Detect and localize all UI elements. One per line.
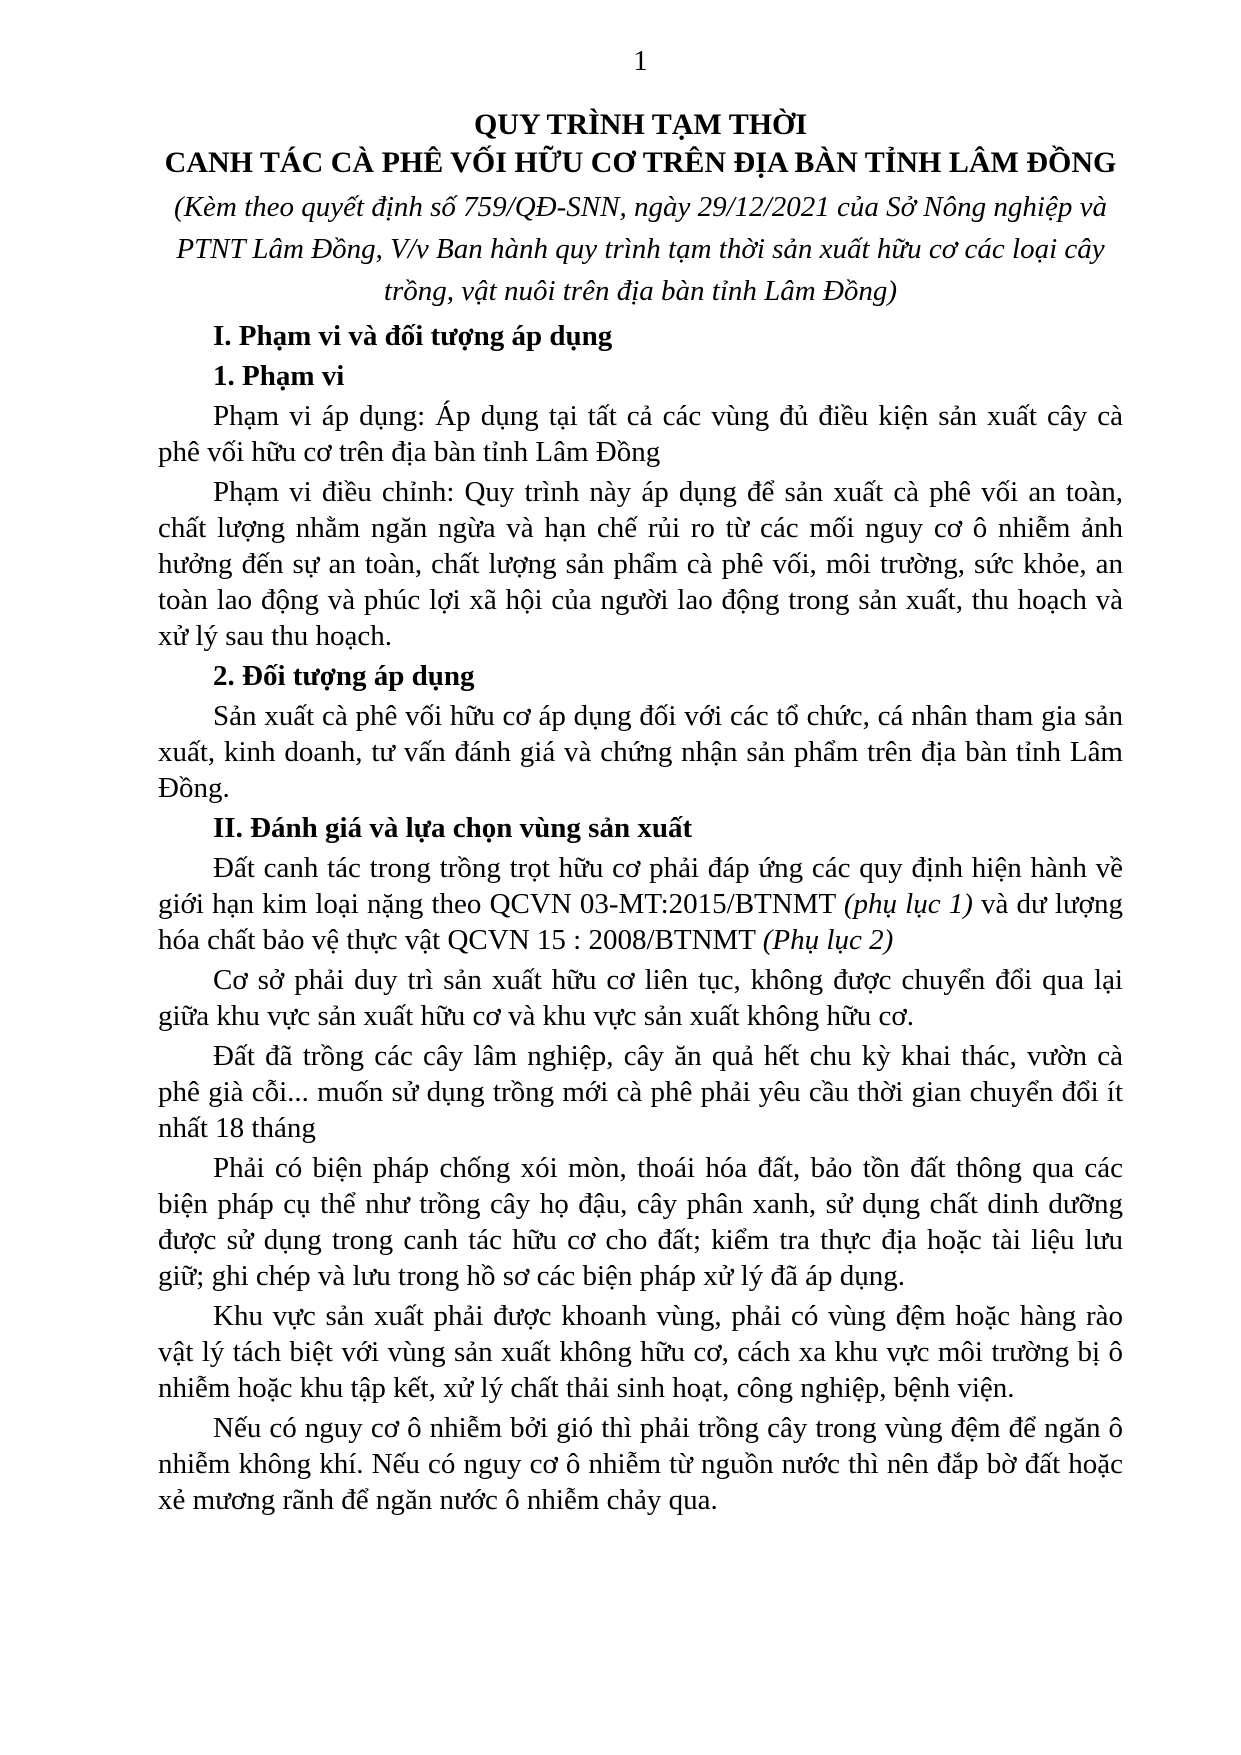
body-paragraph: Phải có biện pháp chống xói mòn, thoái hóa đất, bảo tồn đất thông qua các biện pháp cụ thể như trồng cây họ đậu, cây phân xanh, sử dụng chất dinh dưỡng được sử dụng trong canh tác hữu cơ cho đất; kiểm tra thực địa hoặc tài liệu lưu giữ; ghi chép và lưu trong hồ sơ các biện pháp xử lý đã áp dụng.	[158, 1152, 1123, 1292]
decision-reference-subtitle: (Kèm theo quyết định số 759/QĐ-SNN, ngày 29/12/2021 của Sở Nông nghiệp và PTNT Lâm Đồng, V/v Ban hành quy trình tạm thời sản xuất hữu cơ các loại cây trồng, vật nuôi trên địa bàn tỉnh Lâm Đồng)	[174, 191, 1107, 307]
paragraph-text: Đất canh tác trong trồng trọt hữu cơ phải đáp ứng các quy định hiện hành về giới hạn kim loại nặng theo QCVN 03-MT:2015/BTNMT	[158, 852, 1123, 920]
paragraph-text: và dư lượng hóa chất bảo vệ thực vật QCVN 15 : 2008/BTNMT	[158, 888, 1124, 956]
body-paragraph	[158, 850, 1123, 958]
page-number: 1	[633, 45, 648, 77]
body-paragraph: Đất đã trồng các cây lâm nghiệp, cây ăn quả hết chu kỳ khai thác, vườn cà phê già cỗi... muốn sử dụng trồng mới cà phê phải yêu cầu thời gian chuyển đổi ít nhất 18 tháng	[158, 1040, 1123, 1144]
body-paragraph: Phạm vi điều chỉnh: Quy trình này áp dụng để sản xuất cà phê vối an toàn, chất lượng nhằm ngăn ngừa và hạn chế rủi ro từ các mối nguy cơ ô nhiễm ảnh hưởng đến sự an toàn, chất lượng sản phẩm cà phê vối, môi trường, sức khỏe, an toàn lao động và phúc lợi xã hội của người lao động trong sản xuất, thu hoạch và xử lý sau thu hoạch.	[158, 476, 1123, 652]
section-heading: II. Đánh giá và lựa chọn vùng sản xuất	[213, 812, 693, 844]
document-body	[158, 318, 1123, 1518]
section-heading: I. Phạm vi và đối tượng áp dụng	[213, 320, 613, 352]
title-line-1: QUY TRÌNH TẠM THỜI	[473, 108, 808, 141]
body-paragraph: Sản xuất cà phê vối hữu cơ áp dụng đối với các tổ chức, cá nhân tham gia sản xuất, kinh doanh, tư vấn đánh giá và chứng nhận sản phẩm trên địa bàn tỉnh Lâm Đồng.	[158, 700, 1123, 804]
body-paragraph: Cơ sở phải duy trì sản xuất hữu cơ liên tục, không được chuyển đổi qua lại giữa khu vực sản xuất hữu cơ và khu vực sản xuất không hữu cơ.	[158, 964, 1123, 1032]
title-line-2: CANH TÁC CÀ PHÊ VỐI HỮU CƠ TRÊN ĐỊA BÀN TỈNH LÂM ĐỒNG	[164, 146, 1117, 179]
body-paragraph: Khu vực sản xuất phải được khoanh vùng, phải có vùng đệm hoặc hàng rào vật lý tách biệt với vùng sản xuất không hữu cơ, cách xa khu vực môi trường bị ô nhiễm hoặc khu tập kết, xử lý chất thải sinh hoạt, công nghiệp, bệnh viện.	[158, 1300, 1123, 1404]
section-heading: 2. Đối tượng áp dụng	[213, 660, 475, 692]
body-paragraph: Nếu có nguy cơ ô nhiễm bởi gió thì phải trồng cây trong vùng đệm để ngăn ô nhiễm không khí. Nếu có nguy cơ ô nhiễm từ nguồn nước thì nên đắp bờ đất hoặc xẻ mương rãnh để ngăn nước ô nhiễm chảy qua.	[158, 1412, 1123, 1516]
italic-annex-reference: (phụ lục 1)	[843, 888, 973, 920]
section-heading: 1. Phạm vi	[213, 360, 345, 392]
body-paragraph: Phạm vi áp dụng: Áp dụng tại tất cả các vùng đủ điều kiện sản xuất cây cà phê vối hữu cơ trên địa bàn tỉnh Lâm Đồng	[158, 400, 1123, 468]
italic-annex-reference: (Phụ lục 2)	[762, 924, 894, 956]
document-title	[158, 106, 1123, 182]
